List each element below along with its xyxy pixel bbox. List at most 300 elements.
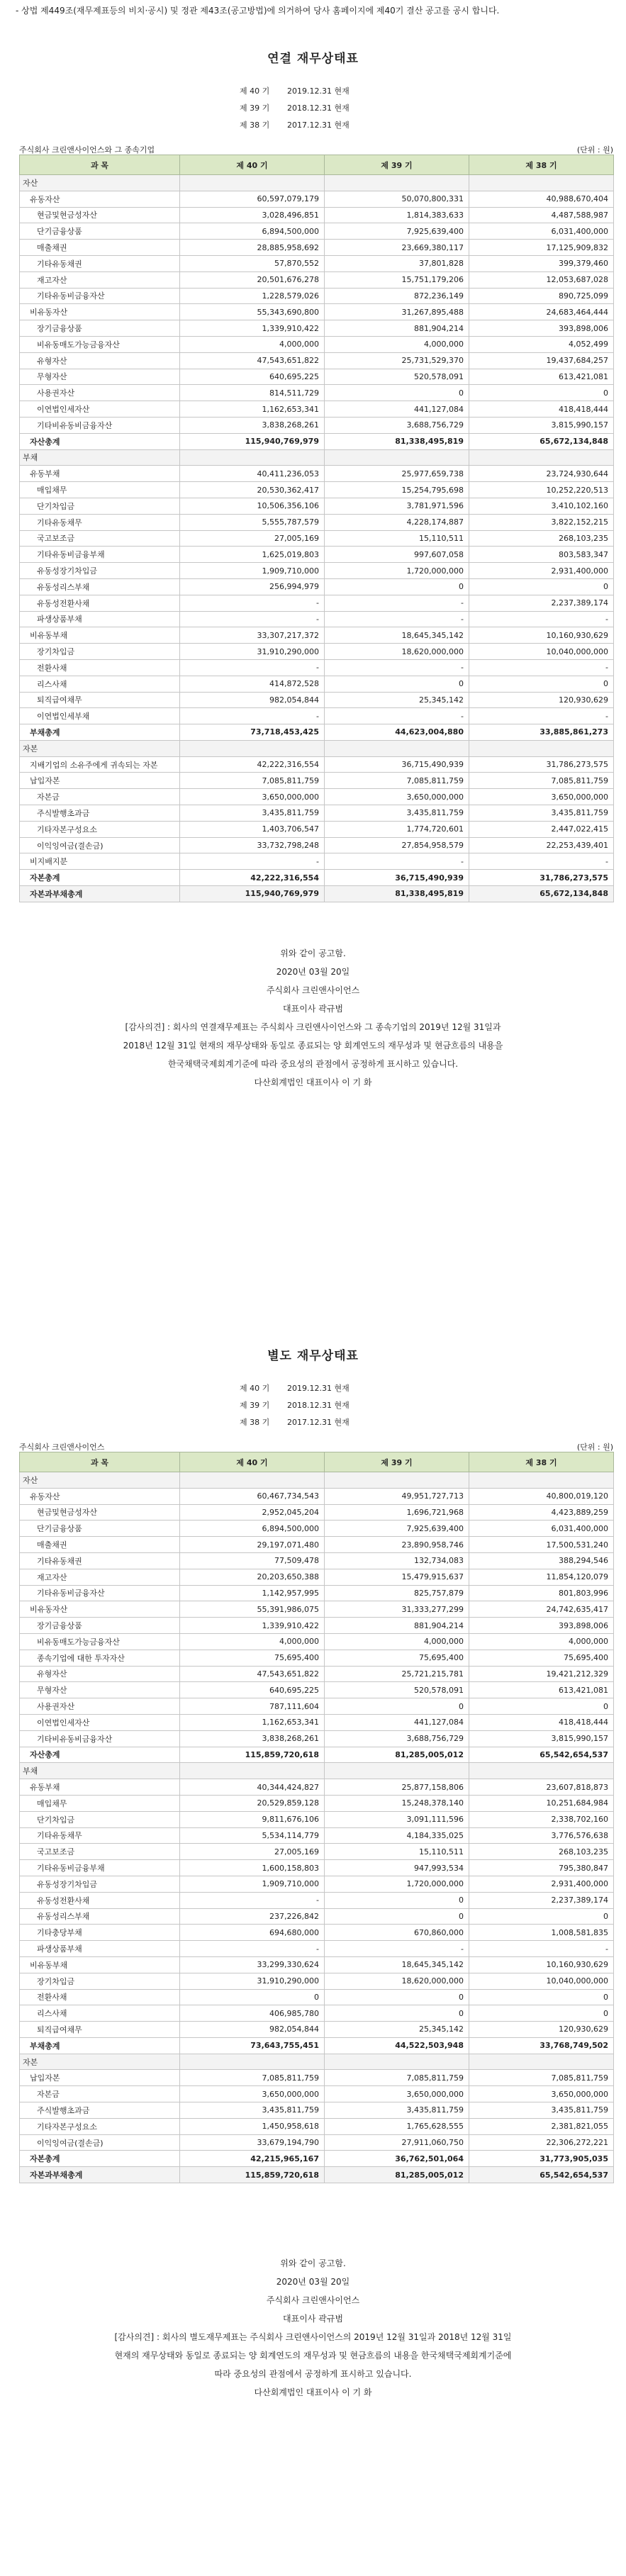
period-label: 제 39 기 <box>240 1401 270 1410</box>
row-label: 이익잉여금(결손금) <box>20 2134 180 2151</box>
row-value: 18,620,000,000 <box>325 644 469 660</box>
row-value: 1,765,628,555 <box>325 2118 469 2134</box>
table-header-row <box>20 1452 614 1472</box>
row-value: 120,930,629 <box>469 2022 614 2038</box>
row-value <box>180 1763 325 1779</box>
row-label: 유동성리스부채 <box>20 1908 180 1925</box>
table-row <box>20 2037 614 2054</box>
row-label: 이연법인세자산 <box>20 1714 180 1730</box>
row-value: 20,203,650,388 <box>180 1569 325 1585</box>
row-value: 0 <box>325 1892 469 1908</box>
row-value: 81,285,005,012 <box>325 1747 469 1763</box>
row-label: 단기금융상품 <box>20 223 180 240</box>
row-value: 25,345,142 <box>325 2022 469 2038</box>
statement-footer <box>0 2254 626 2402</box>
table-row <box>20 1989 614 2005</box>
row-value: 12,053,687,028 <box>469 271 614 288</box>
balance-sheet-table <box>19 155 614 902</box>
table-row <box>20 644 614 660</box>
row-value: 640,695,225 <box>180 1682 325 1698</box>
row-value: 982,054,844 <box>180 2022 325 2038</box>
row-label: 납입자본 <box>20 773 180 789</box>
row-value: 268,103,235 <box>469 1844 614 1860</box>
period-date: 2017.12.31 현재 <box>287 1418 350 1427</box>
row-value <box>325 449 469 466</box>
table-row <box>20 1779 614 1796</box>
row-value: 0 <box>325 676 469 692</box>
row-value: 0 <box>469 1908 614 1925</box>
row-value: 3,650,000,000 <box>180 789 325 805</box>
row-value: 31,786,273,575 <box>469 756 614 773</box>
row-value: 33,885,861,273 <box>469 724 614 741</box>
row-value: 15,248,378,140 <box>325 1795 469 1811</box>
table-row <box>20 1973 614 1989</box>
column-header: 제 38 기 <box>469 1452 614 1472</box>
row-value: 7,085,811,759 <box>325 2070 469 2086</box>
table-row <box>20 175 614 191</box>
row-value: 694,680,000 <box>180 1925 325 1941</box>
footer-line: 2020년 03월 20일 <box>276 967 350 977</box>
row-label: 자본금 <box>20 789 180 805</box>
row-label: 유동부채 <box>20 1779 180 1796</box>
row-label: 자본총계 <box>20 870 180 886</box>
period-row <box>0 1396 626 1413</box>
row-value: 36,762,501,064 <box>325 2151 469 2167</box>
table-row <box>20 1956 614 1973</box>
table-row <box>20 304 614 320</box>
table-row <box>20 1585 614 1601</box>
row-value: 982,054,844 <box>180 692 325 708</box>
row-label: 매출채권 <box>20 240 180 256</box>
table-row <box>20 2151 614 2167</box>
footer-line: 대표이사 곽규범 <box>283 2314 343 2324</box>
row-value: 3,435,811,759 <box>469 805 614 822</box>
table-row <box>20 1747 614 1763</box>
table-row <box>20 2134 614 2151</box>
row-label: 무형자산 <box>20 369 180 385</box>
row-value: 7,085,811,759 <box>325 773 469 789</box>
row-value <box>180 1472 325 1489</box>
row-value <box>325 740 469 756</box>
footer-line: [감사의견] : 회사의 별도재무제표는 주식회사 크린앤사이언스의 2019년 12월 31일과 2018년 12월 31일 <box>114 2332 512 2342</box>
row-label: 파생상품부채 <box>20 611 180 627</box>
row-value <box>325 1763 469 1779</box>
row-value: 3,688,756,729 <box>325 417 469 433</box>
period-row <box>0 99 626 116</box>
footer-line: 한국채택국제회계기준에 따라 중요성의 관점에서 공정하게 표시하고 있습니다. <box>167 1059 459 1069</box>
row-value: 7,085,811,759 <box>180 2070 325 2086</box>
table-row <box>20 1714 614 1730</box>
row-value: 31,786,273,575 <box>469 870 614 886</box>
column-header: 제 39 기 <box>325 1452 469 1472</box>
row-label: 매입채무 <box>20 482 180 498</box>
row-label: 유동성장기차입금 <box>20 1876 180 1892</box>
row-label: 자본금 <box>20 2086 180 2102</box>
row-value: 81,338,495,819 <box>325 433 469 449</box>
row-value: 1,403,706,547 <box>180 821 325 837</box>
row-value: 18,620,000,000 <box>325 1973 469 1989</box>
unit-label: (단위 : 원) <box>576 145 613 155</box>
row-value: 31,910,290,000 <box>180 644 325 660</box>
row-label: 자본총계 <box>20 2151 180 2167</box>
row-label: 재고자산 <box>20 1569 180 1585</box>
row-value: 7,925,639,400 <box>325 1521 469 1537</box>
row-label: 기타충당부채 <box>20 1925 180 1941</box>
period-label: 제 38 기 <box>240 121 270 130</box>
table-row <box>20 449 614 466</box>
row-label: 기타유동비금융부채 <box>20 1860 180 1876</box>
row-value: 17,125,909,832 <box>469 240 614 256</box>
row-value: 0 <box>469 385 614 401</box>
table-row <box>20 401 614 418</box>
row-value: 3,028,496,851 <box>180 207 325 223</box>
table-row <box>20 1618 614 1634</box>
row-label: 현금및현금성자산 <box>20 207 180 223</box>
row-value: 10,160,930,629 <box>469 627 614 644</box>
table-row <box>20 627 614 644</box>
row-value: 3,822,152,215 <box>469 514 614 530</box>
row-value: 2,237,389,174 <box>469 1892 614 1908</box>
row-value: 1,720,000,000 <box>325 1876 469 1892</box>
row-label: 유동부채 <box>20 466 180 482</box>
row-value: - <box>325 611 469 627</box>
table-row <box>20 1860 614 1876</box>
row-value: 0 <box>325 1698 469 1715</box>
row-value: - <box>180 611 325 627</box>
row-value: 2,931,400,000 <box>469 563 614 579</box>
row-value: 3,650,000,000 <box>325 789 469 805</box>
row-value <box>469 1472 614 1489</box>
row-label: 유형자산 <box>20 352 180 369</box>
footer-line: 위와 같이 공고함. <box>280 2258 346 2268</box>
period-list <box>0 82 626 133</box>
row-value: 4,000,000 <box>180 336 325 352</box>
table-row <box>20 821 614 837</box>
row-value: 11,854,120,079 <box>469 1569 614 1585</box>
row-value: 10,040,000,000 <box>469 1973 614 1989</box>
row-value: 40,988,670,404 <box>469 191 614 207</box>
row-value: 10,506,356,106 <box>180 498 325 514</box>
row-value: 418,418,444 <box>469 401 614 418</box>
footer-line: 주식회사 크린앤사이언스 <box>266 985 360 995</box>
row-value: 3,091,111,596 <box>325 1811 469 1827</box>
row-value: 20,530,362,417 <box>180 482 325 498</box>
footer-line: [감사의견] : 회사의 연결재무제표는 주식회사 크린앤사이언스와 그 종속기업의 2019년 12월 31일과 <box>125 1022 501 1032</box>
row-value: 3,410,102,160 <box>469 498 614 514</box>
row-value: 1,774,720,601 <box>325 821 469 837</box>
row-value: 0 <box>180 1989 325 2005</box>
row-value: 613,421,081 <box>469 369 614 385</box>
row-value: 25,721,215,781 <box>325 1666 469 1682</box>
row-value: 115,859,720,618 <box>180 1747 325 1763</box>
row-value: 36,715,490,939 <box>325 756 469 773</box>
company-name: 주식회사 크린앤사이언스와 그 종속기업 <box>19 145 155 155</box>
row-label: 부채총계 <box>20 724 180 741</box>
row-label: 비유동자산 <box>20 304 180 320</box>
row-value: 47,543,651,822 <box>180 352 325 369</box>
row-value <box>180 449 325 466</box>
row-value: 406,985,780 <box>180 2005 325 2022</box>
row-value: 23,669,380,117 <box>325 240 469 256</box>
row-label: 비유동부채 <box>20 1956 180 1973</box>
row-value: 801,803,996 <box>469 1585 614 1601</box>
row-value: 31,910,290,000 <box>180 1973 325 1989</box>
period-date: 2018.12.31 현재 <box>287 103 350 113</box>
row-label: 유동자산 <box>20 1488 180 1504</box>
footer-line: 다산회계법인 대표이사 이 기 화 <box>254 2387 372 2397</box>
period-row <box>0 1379 626 1396</box>
row-value: 0 <box>469 1989 614 2005</box>
row-label: 자산 <box>20 1472 180 1489</box>
row-label: 기타자본구성요소 <box>20 821 180 837</box>
period-row <box>0 82 626 99</box>
row-value: 997,607,058 <box>325 547 469 563</box>
row-value: - <box>325 595 469 611</box>
row-value: 65,672,134,848 <box>469 886 614 902</box>
row-value: 81,338,495,819 <box>325 886 469 902</box>
row-value: 47,543,651,822 <box>180 1666 325 1682</box>
row-value: 50,070,800,331 <box>325 191 469 207</box>
row-value: 10,251,684,984 <box>469 1795 614 1811</box>
row-label: 유동성전환사채 <box>20 595 180 611</box>
table-row <box>20 2054 614 2070</box>
row-value: 25,731,529,370 <box>325 352 469 369</box>
table-row <box>20 1537 614 1553</box>
row-value: 27,005,169 <box>180 530 325 547</box>
row-label: 자산 <box>20 175 180 191</box>
row-value: 37,801,828 <box>325 255 469 271</box>
footer-line: 다산회계법인 대표이사 이 기 화 <box>254 1077 372 1087</box>
row-value: 0 <box>325 1908 469 1925</box>
row-value: 2,338,702,160 <box>469 1811 614 1827</box>
row-value: 4,423,889,259 <box>469 1504 614 1521</box>
table-row <box>20 595 614 611</box>
row-value: 19,421,212,329 <box>469 1666 614 1682</box>
row-value: 947,993,534 <box>325 1860 469 1876</box>
row-label: 무형자산 <box>20 1682 180 1698</box>
row-value: 441,127,084 <box>325 401 469 418</box>
row-value: 268,103,235 <box>469 530 614 547</box>
period-label: 제 39 기 <box>240 103 270 113</box>
row-label: 납입자본 <box>20 2070 180 2086</box>
table-row <box>20 659 614 676</box>
row-value: 0 <box>469 1698 614 1715</box>
row-label: 부채총계 <box>20 2037 180 2054</box>
row-value: 393,898,006 <box>469 1618 614 1634</box>
row-value: 75,695,400 <box>325 1650 469 1666</box>
row-value: 42,222,316,554 <box>180 756 325 773</box>
row-label: 기타유동채권 <box>20 255 180 271</box>
row-value: 55,391,986,075 <box>180 1601 325 1618</box>
row-value: 4,000,000 <box>325 1633 469 1650</box>
row-label: 이연법인세부채 <box>20 708 180 724</box>
row-value: 73,643,755,451 <box>180 2037 325 2054</box>
table-row <box>20 1763 614 1779</box>
table-caption <box>19 141 613 155</box>
row-label: 자산총계 <box>20 433 180 449</box>
row-value: 388,294,546 <box>469 1552 614 1569</box>
row-value: 1,814,383,633 <box>325 207 469 223</box>
row-value: 9,811,676,106 <box>180 1811 325 1827</box>
table-row <box>20 1941 614 1957</box>
table-row <box>20 773 614 789</box>
table-row <box>20 1633 614 1650</box>
footer-line: 주식회사 크린앤사이언스 <box>266 2295 360 2305</box>
row-label: 현금및현금성자산 <box>20 1504 180 1521</box>
table-row <box>20 288 614 304</box>
row-value: 24,742,635,417 <box>469 1601 614 1618</box>
row-value: 881,904,214 <box>325 320 469 337</box>
row-label: 이연법인세자산 <box>20 401 180 418</box>
row-value: 31,267,895,488 <box>325 304 469 320</box>
column-header: 제 38 기 <box>469 155 614 175</box>
table-row <box>20 1925 614 1941</box>
row-value: 1,909,710,000 <box>180 563 325 579</box>
row-value: 20,501,676,278 <box>180 271 325 288</box>
footer-line: 2020년 03월 20일 <box>276 2277 350 2287</box>
table-row <box>20 271 614 288</box>
table-row <box>20 1730 614 1747</box>
table-row <box>20 433 614 449</box>
row-label: 유동성전환사채 <box>20 1892 180 1908</box>
row-value: 3,815,990,157 <box>469 417 614 433</box>
row-value: 814,511,729 <box>180 385 325 401</box>
period-date: 2019.12.31 현재 <box>287 86 350 96</box>
row-value: 1,142,957,995 <box>180 1585 325 1601</box>
row-value: 60,597,079,179 <box>180 191 325 207</box>
table-row <box>20 1650 614 1666</box>
row-value: 15,110,511 <box>325 1844 469 1860</box>
table-row <box>20 2005 614 2022</box>
period-row <box>0 116 626 133</box>
row-value: 3,650,000,000 <box>469 2086 614 2102</box>
row-value: 414,872,528 <box>180 676 325 692</box>
row-value: 3,435,811,759 <box>325 805 469 822</box>
table-row <box>20 1488 614 1504</box>
table-row <box>20 740 614 756</box>
row-value: 18,645,345,142 <box>325 627 469 644</box>
row-value: 3,838,268,261 <box>180 417 325 433</box>
row-value: 441,127,084 <box>325 1714 469 1730</box>
row-value: 640,695,225 <box>180 369 325 385</box>
table-row <box>20 1827 614 1844</box>
row-label: 비유동자산 <box>20 1601 180 1618</box>
row-label: 유동성장기차입금 <box>20 563 180 579</box>
row-value: 75,695,400 <box>469 1650 614 1666</box>
row-label: 사용권자산 <box>20 1698 180 1715</box>
row-value: 5,555,787,579 <box>180 514 325 530</box>
row-value: 399,379,460 <box>469 255 614 271</box>
row-value: 613,421,081 <box>469 1682 614 1698</box>
row-value: - <box>180 595 325 611</box>
row-label: 기타유동비금융자산 <box>20 1585 180 1601</box>
row-value: 1,228,579,026 <box>180 288 325 304</box>
row-value: 20,529,859,128 <box>180 1795 325 1811</box>
table-row <box>20 1795 614 1811</box>
row-label: 기타비유동비금융자산 <box>20 417 180 433</box>
row-label: 국고보조금 <box>20 1844 180 1860</box>
row-value: 1,600,158,803 <box>180 1860 325 1876</box>
row-label: 매출채권 <box>20 1537 180 1553</box>
row-value: 6,031,400,000 <box>469 1521 614 1537</box>
row-label: 기타유동채무 <box>20 1827 180 1844</box>
table-row <box>20 207 614 223</box>
row-value: 73,718,453,425 <box>180 724 325 741</box>
row-label: 전환사채 <box>20 659 180 676</box>
row-value: 3,688,756,729 <box>325 1730 469 1747</box>
row-value: 3,650,000,000 <box>325 2086 469 2102</box>
row-label: 기타유동채무 <box>20 514 180 530</box>
row-value: 33,768,749,502 <box>469 2037 614 2054</box>
row-label: 부채 <box>20 449 180 466</box>
table-row <box>20 417 614 433</box>
row-value: 7,925,639,400 <box>325 223 469 240</box>
row-label: 비유동부채 <box>20 627 180 644</box>
intro-notice: - 상법 제449조(재무제표등의 비치·공시) 및 정관 제43조(공고방법)에 의거하여 당사 홈페이지에 제40기 결산 공고를 공시 합니다. <box>16 6 500 16</box>
row-value: 33,679,194,790 <box>180 2134 325 2151</box>
row-value: 44,623,004,880 <box>325 724 469 741</box>
row-label: 자본 <box>20 2054 180 2070</box>
row-value: 393,898,006 <box>469 320 614 337</box>
row-value: 49,951,727,713 <box>325 1488 469 1504</box>
table-row <box>20 2022 614 2038</box>
row-value: - <box>469 659 614 676</box>
table-row <box>20 385 614 401</box>
row-value: 6,031,400,000 <box>469 223 614 240</box>
table-row <box>20 1504 614 1521</box>
row-value: 33,307,217,372 <box>180 627 325 644</box>
row-value <box>469 175 614 191</box>
row-value: 10,160,930,629 <box>469 1956 614 1973</box>
table-row <box>20 1844 614 1860</box>
statement-title: 별도 재무상태표 <box>267 1349 359 1363</box>
row-value: 4,000,000 <box>325 336 469 352</box>
row-value: 23,607,818,873 <box>469 1779 614 1796</box>
column-header: 제 40 기 <box>180 155 325 175</box>
row-value: 1,162,653,341 <box>180 1714 325 1730</box>
table-row <box>20 853 614 870</box>
period-list <box>0 1379 626 1430</box>
row-value: 40,411,236,053 <box>180 466 325 482</box>
row-value: 4,184,335,025 <box>325 1827 469 1844</box>
row-value: 0 <box>325 578 469 595</box>
row-label: 이익잉여금(결손금) <box>20 837 180 853</box>
row-value: 872,236,149 <box>325 288 469 304</box>
table-row <box>20 2070 614 2086</box>
table-row <box>20 708 614 724</box>
table-row <box>20 563 614 579</box>
row-value <box>469 740 614 756</box>
row-value: 57,870,552 <box>180 255 325 271</box>
table-row <box>20 1876 614 1892</box>
column-header: 제 40 기 <box>180 1452 325 1472</box>
row-label: 자본 <box>20 740 180 756</box>
period-label: 제 40 기 <box>240 86 270 96</box>
row-value <box>180 175 325 191</box>
row-value: 75,695,400 <box>180 1650 325 1666</box>
row-value: 23,724,930,644 <box>469 466 614 482</box>
row-value: 0 <box>325 1989 469 2005</box>
row-label: 자본과부채총계 <box>20 2167 180 2183</box>
row-value: - <box>469 1941 614 1957</box>
row-value: 81,285,005,012 <box>325 2167 469 2183</box>
row-value: 65,542,654,537 <box>469 1747 614 1763</box>
column-header: 과 목 <box>20 155 180 175</box>
table-row <box>20 320 614 337</box>
column-header: 과 목 <box>20 1452 180 1472</box>
row-value: 18,645,345,142 <box>325 1956 469 1973</box>
row-label: 리스사채 <box>20 676 180 692</box>
